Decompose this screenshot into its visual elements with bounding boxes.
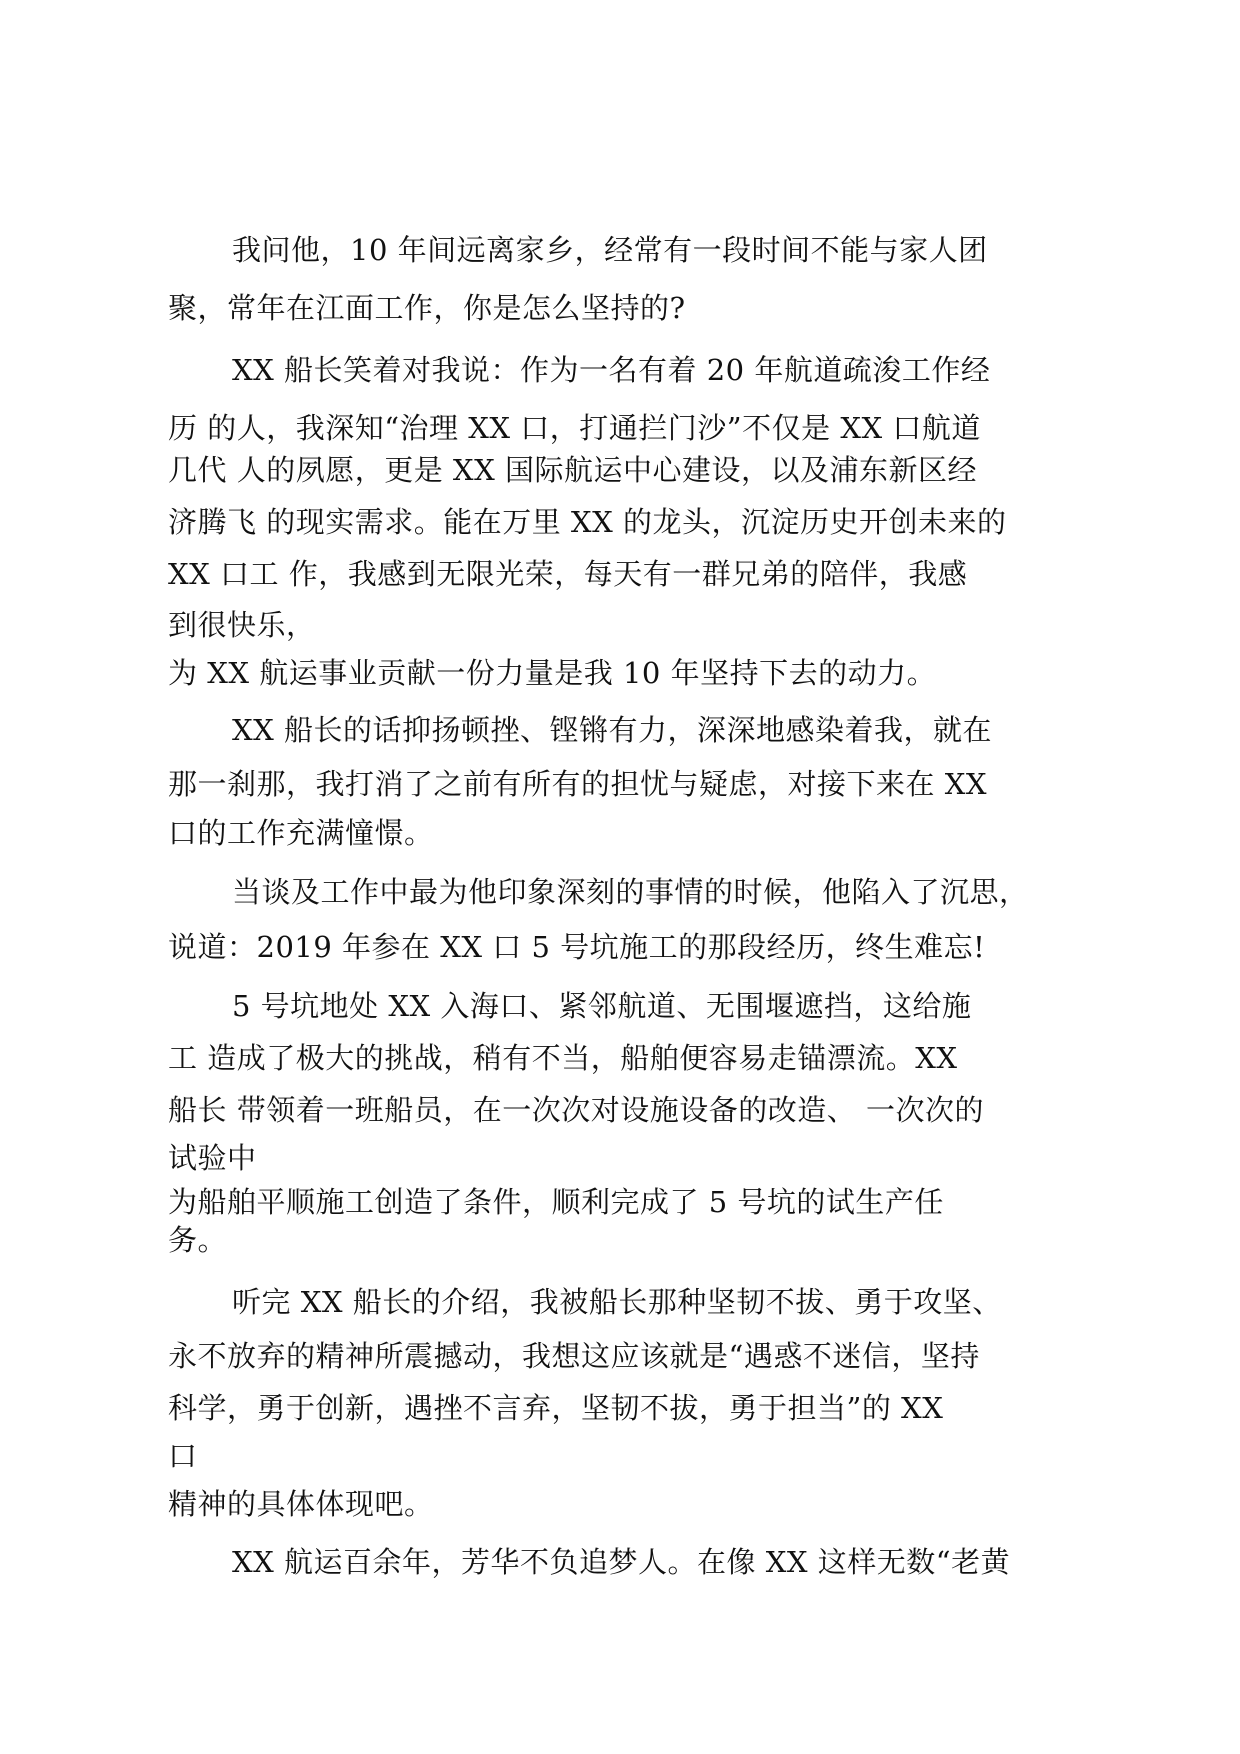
- text-line: 精神的具体体现吧。: [168, 1487, 434, 1521]
- text-line: 为 XX 航运事业贡献一份力量是我 10 年坚持下去的动力。: [168, 656, 937, 690]
- text-line: 务。: [168, 1223, 228, 1257]
- text-line: 那一刹那，我打消了之前有所有的担忧与疑虑，对接下来在 XX: [168, 767, 988, 801]
- text-line: XX 船长笑着对我说：作为一名有着 20 年航道疏浚工作经: [232, 353, 991, 387]
- text-line: 几代 人的夙愿，更是 XX 国际航运中心建设，以及浦东新区经: [168, 453, 977, 487]
- text-line: 科学，勇于创新，遇挫不言弃，坚韧不拔，勇于担当”的 XX: [168, 1391, 944, 1425]
- text-line: XX 航运百余年，芳华不负追梦人。在像 XX 这样无数“老黄: [232, 1545, 1011, 1579]
- text-line: XX 口工 作，我感到无限光荣，每天有一群兄弟的陪伴，我感: [168, 557, 968, 591]
- text-line: 当谈及工作中最为他印象深刻的事情的时候，他陷入了沉思，: [232, 875, 1029, 909]
- text-line: XX 船长的话抑扬顿挫、铿锵有力，深深地感染着我，就在: [232, 713, 993, 747]
- text-line: 工 造成了极大的挑战，稍有不当，船舶便容易走锚漂流。XX: [168, 1041, 958, 1075]
- text-line: 说道：2019 年参在 XX 口 5 号坑施工的那段经历，终生难忘!: [168, 930, 986, 964]
- text-line: 5 号坑地处 XX 入海口、紧邻航道、无围堰遮挡，这给施: [232, 989, 972, 1023]
- text-line: 口: [168, 1439, 198, 1473]
- text-line: 船长 带领着一班船员，在一次次对设施设备的改造、 一次次的: [168, 1093, 984, 1127]
- text-line: 我问他，10 年间远离家乡，经常有一段时间不能与家人团: [232, 233, 988, 267]
- text-line: 听完 XX 船长的介绍，我被船长那种坚韧不拔、勇于攻坚、: [232, 1285, 1002, 1319]
- text-line: 为船舶平顺施工创造了条件，顺利完成了 5 号坑的试生产任: [168, 1185, 944, 1219]
- text-line: 口的工作充满憧憬。: [168, 816, 434, 850]
- text-line: 试验中: [168, 1141, 257, 1175]
- text-line: 聚，常年在江面工作，你是怎么坚持的?: [168, 291, 686, 325]
- text-line: 永不放弃的精神所震撼动，我想这应该就是“遇惑不迷信，坚持: [168, 1339, 980, 1373]
- text-line: 到很快乐，: [168, 608, 316, 642]
- text-line: 济腾飞 的现实需求。能在万里 XX 的龙头，沉淀历史开创未来的: [168, 505, 1007, 539]
- text-line: 历 的人，我深知“治理 XX 口，打通拦门沙”不仅是 XX 口航道: [168, 411, 981, 445]
